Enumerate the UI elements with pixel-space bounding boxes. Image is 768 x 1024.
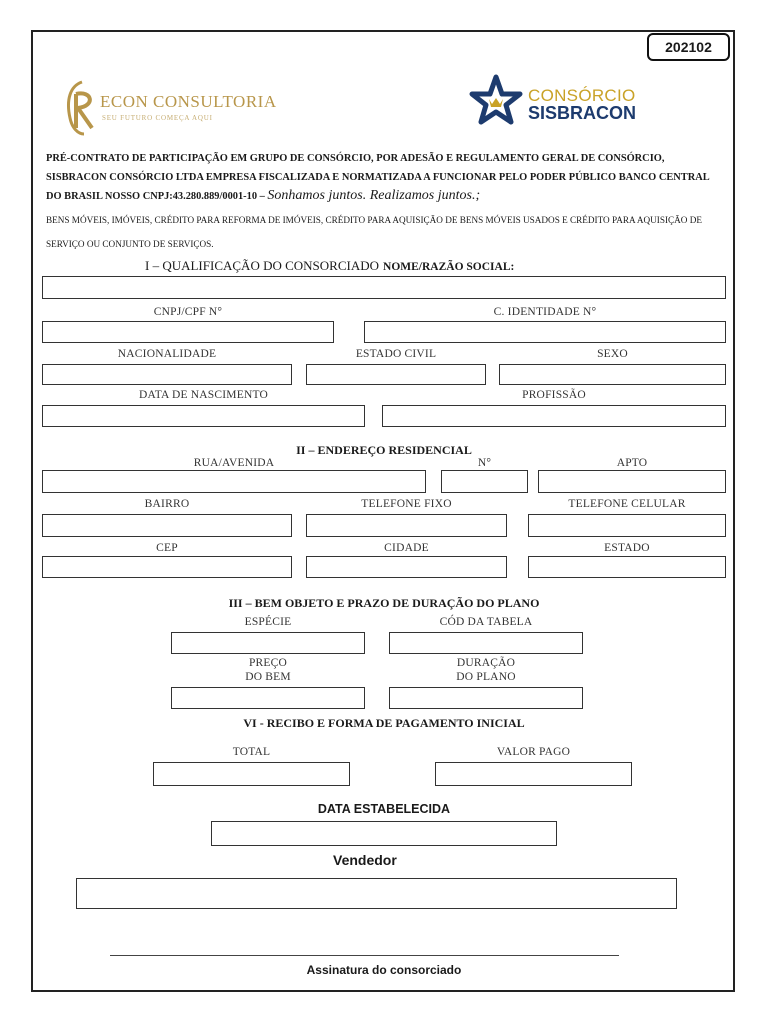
duracao-label-line2: DO PLANO xyxy=(456,671,516,683)
scope-paragraph: BENS MÓVEIS, IMÓVEIS, CRÉDITO PARA REFORMA DE IMÓVEIS, CRÉDITO PARA AQUISIÇÃO DE BENS MÓVEIS USADOS E CRÉDITO PARA AQUISIÇÃO DE SERVIÇO OU CONJUNTO DE SERVIÇOS. xyxy=(46,215,702,249)
valor-pago-label: VALOR PAGO xyxy=(496,746,571,758)
profissao-label: PROFISSÃO xyxy=(522,389,586,401)
duracao-input[interactable] xyxy=(389,687,583,709)
section1-title: I – QUALIFICAÇÃO DO CONSORCIADO xyxy=(145,258,380,273)
sisbracon-star-icon xyxy=(468,74,524,126)
numero-label: N° xyxy=(477,457,492,469)
vendedor-label: Vendedor xyxy=(333,852,397,868)
legal-text: PRÉ-CONTRATO DE PARTICIPAÇÃO EM GRUPO DE CONSÓRCIO, POR ADESÃO E REGULAMENTO GERAL DE CONSÓRCIO, SISBRACON CONSÓRCIO LTDA EMPRESA FISCALIZADA E NORMATIZADA A FUNCIONAR PELO PODER PÚBLICO BANCO CENTRAL DO BRASIL NOSSO CNPJ:43.280.889/0001-10 – xyxy=(46,153,710,202)
econ-tagline: SEU FUTURO COMEÇA AQUI xyxy=(102,114,213,122)
nascimento-input[interactable] xyxy=(42,405,365,427)
nacionalidade-input[interactable] xyxy=(42,364,292,385)
section2-title: II – ENDEREÇO RESIDENCIAL xyxy=(296,443,472,457)
section4-title: VI - RECIBO E FORMA DE PAGAMENTO INICIAL xyxy=(243,716,525,730)
sexo-label: SEXO xyxy=(597,348,628,360)
identidade-input[interactable] xyxy=(364,321,726,343)
cod-tabela-input[interactable] xyxy=(389,632,583,654)
profissao-input[interactable] xyxy=(382,405,726,427)
telefone-fixo-input[interactable] xyxy=(306,514,507,537)
name-input[interactable] xyxy=(42,276,726,299)
nacionalidade-label: NACIONALIDADE xyxy=(117,348,217,360)
data-estabelecida-input[interactable] xyxy=(211,821,557,846)
bairro-label: BAIRRO xyxy=(144,498,190,510)
form-code-badge: 202102 xyxy=(647,33,730,61)
estado-civil-input[interactable] xyxy=(306,364,486,385)
sexo-input[interactable] xyxy=(499,364,726,385)
section1-subtitle: NOME/RAZÃO SOCIAL: xyxy=(383,261,515,273)
duracao-label-line1: DURAÇÃO xyxy=(456,657,516,669)
cidade-input[interactable] xyxy=(306,556,507,578)
telefone-fixo-label: TELEFONE FIXO xyxy=(361,498,452,510)
cnpj-label: CNPJ/CPF N° xyxy=(153,306,223,318)
apto-input[interactable] xyxy=(538,470,726,493)
estado-label: ESTADO xyxy=(604,542,650,554)
econ-brand-text: ECON CONSULTORIA xyxy=(100,92,277,111)
vendedor-input[interactable] xyxy=(76,878,677,909)
preco-label-line2: DO BEM xyxy=(245,671,291,683)
sisbracon-logo xyxy=(468,74,668,126)
bairro-input[interactable] xyxy=(42,514,292,537)
preco-label-line1: PREÇO xyxy=(248,657,288,669)
signature-caption: Assinatura do consorciado xyxy=(306,963,462,977)
nascimento-label: DATA DE NASCIMENTO xyxy=(139,389,268,401)
especie-input[interactable] xyxy=(171,632,365,654)
estado-input[interactable] xyxy=(528,556,726,578)
identidade-label: C. IDENTIDADE N° xyxy=(493,306,597,318)
section1-heading xyxy=(145,257,514,275)
apto-label: APTO xyxy=(616,457,648,469)
data-estabelecida-label: DATA ESTABELECIDA xyxy=(317,802,451,816)
cod-tabela-label: CÓD DA TABELA xyxy=(439,616,533,628)
econ-monogram-icon xyxy=(62,78,102,136)
estado-civil-label: ESTADO CIVIL xyxy=(355,348,437,360)
legal-paragraph xyxy=(46,150,716,207)
preco-input[interactable] xyxy=(171,687,365,709)
total-label: TOTAL xyxy=(232,746,271,758)
numero-input[interactable] xyxy=(441,470,528,493)
slogan: Sonhamos juntos. Realizamos juntos.; xyxy=(267,188,481,203)
valor-pago-input[interactable] xyxy=(435,762,632,786)
cnpj-input[interactable] xyxy=(42,321,334,343)
section3-title: III – BEM OBJETO E PRAZO DE DURAÇÃO DO PLANO xyxy=(228,596,540,610)
cep-input[interactable] xyxy=(42,556,292,578)
sisbracon-line2: SISBRACON xyxy=(528,103,637,123)
telefone-celular-label: TELEFONE CELULAR xyxy=(568,498,686,510)
cep-label: CEP xyxy=(156,542,178,554)
sisbracon-line1: CONSÓRCIO xyxy=(528,86,636,105)
especie-label: ESPÉCIE xyxy=(244,616,292,628)
signature-line xyxy=(110,955,619,956)
total-input[interactable] xyxy=(153,762,350,786)
rua-label: RUA/AVENIDA xyxy=(193,457,275,469)
cidade-label: CIDADE xyxy=(384,542,429,554)
rua-input[interactable] xyxy=(42,470,426,493)
telefone-celular-input[interactable] xyxy=(528,514,726,537)
econ-logo xyxy=(62,78,277,138)
